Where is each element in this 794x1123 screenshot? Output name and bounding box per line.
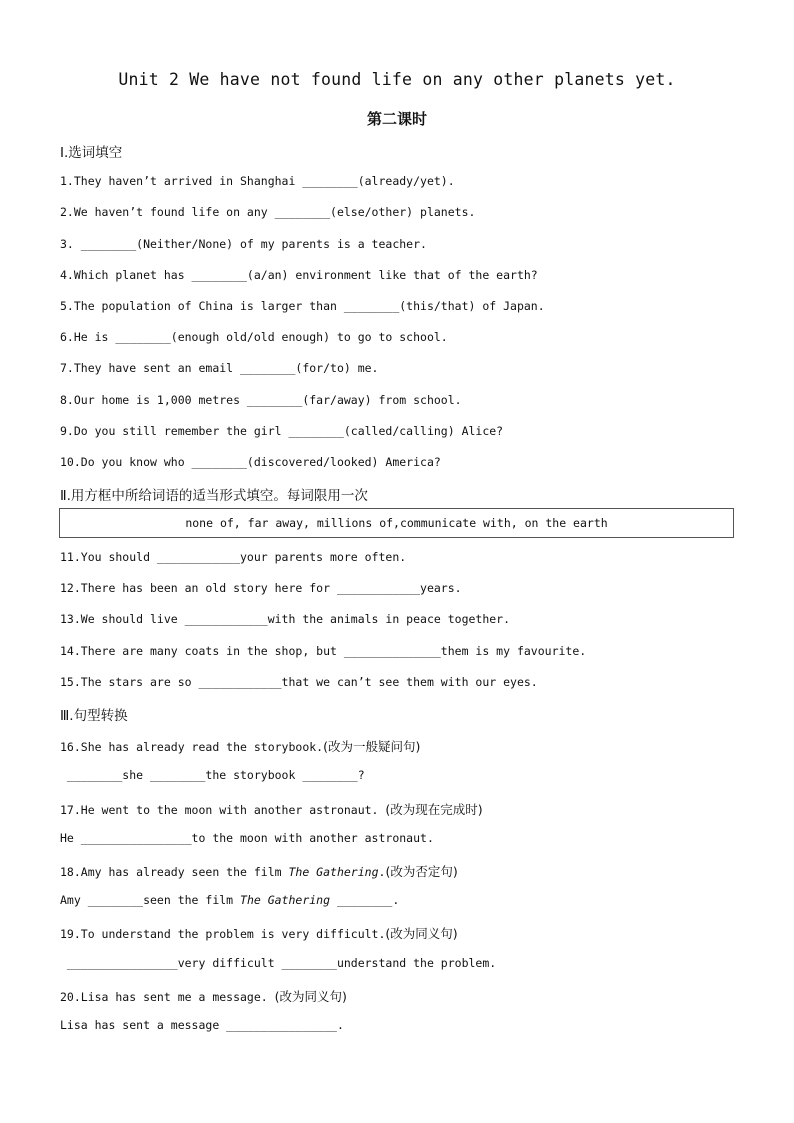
question-18-post: .: [378, 865, 386, 879]
question-18-pre: 18.Amy has already seen the film: [60, 865, 289, 879]
answer-18-pre: Amy ________seen the film: [60, 893, 241, 907]
answer-18-post: ________.: [330, 893, 400, 907]
question-5: 5.The population of China is larger than ________(this/that) of Japan.: [60, 299, 545, 313]
question-1: 1.They haven’t arrived in Shanghai ________(already/yet).: [60, 174, 455, 188]
question-16-text: 16.She has already read the storybook.: [60, 740, 324, 754]
question-16-note: (改为一般疑问句): [323, 739, 421, 754]
question-18-film: The Gathering: [288, 865, 379, 879]
word-box: [59, 508, 734, 538]
page-subtitle: 第二课时: [366, 110, 427, 128]
question-17: [60, 800, 483, 818]
section3-heading: Ⅲ.句型转换: [60, 708, 128, 724]
question-12: 12.There has been an old story here for ____________years.: [60, 581, 462, 595]
question-19-text: 19.To understand the problem is very difficult.: [60, 927, 386, 941]
question-16: [60, 737, 420, 755]
answer-17: He ________________to the moon with another astronaut.: [60, 831, 434, 845]
page-title: Unit 2 We have not found life on any other planets yet.: [118, 70, 676, 89]
answer-19: ________________very difficult ________understand the problem.: [60, 956, 497, 970]
question-2: 2.We haven’t found life on any ________(else/other) planets.: [60, 205, 476, 219]
question-4: 4.Which planet has ________(a/an) environment like that of the earth?: [60, 268, 538, 282]
question-17-text: 17.He went to the moon with another astronaut.: [60, 803, 386, 817]
question-18: [60, 862, 458, 880]
question-7: 7.They have sent an email ________(for/to) me.: [60, 361, 379, 375]
question-19: [60, 924, 458, 942]
question-17-note: (改为现在完成时): [385, 802, 483, 817]
question-13: 13.We should live ____________with the animals in peace together.: [60, 612, 511, 626]
answer-18: [60, 893, 399, 907]
question-8: 8.Our home is 1,000 metres ________(far/away) from school.: [60, 393, 462, 407]
section1-heading: Ⅰ.选词填空: [60, 145, 123, 161]
question-18-note: (改为否定句): [385, 864, 458, 879]
word-box-text: none of, far away, millions of,communicate with, on the earth: [185, 516, 608, 530]
question-6: 6.He is ________(enough old/old enough) to go to school.: [60, 330, 448, 344]
question-19-note: (改为同义句): [385, 926, 458, 941]
question-14: 14.There are many coats in the shop, but ______________them is my favourite.: [60, 644, 587, 658]
question-20-note: (改为同义句): [274, 989, 347, 1004]
answer-18-film: The Gathering: [240, 893, 331, 907]
question-9: 9.Do you still remember the girl ________(called/calling) Alice?: [60, 424, 504, 438]
question-11: 11.You should ____________your parents more often.: [60, 550, 407, 564]
answer-20: Lisa has sent a message ________________.: [60, 1018, 344, 1032]
question-20-text: 20.Lisa has sent me a message.: [60, 990, 275, 1004]
answer-16: ________she ________the storybook ________?: [60, 768, 365, 782]
question-10: 10.Do you know who ________(discovered/looked) America?: [60, 455, 441, 469]
question-3: 3. ________(Neither/None) of my parents is a teacher.: [60, 237, 427, 251]
question-15: 15.The stars are so ____________that we can’t see them with our eyes.: [60, 675, 538, 689]
section2-heading: Ⅱ.用方框中所给词语的适当形式填空。每词限用一次: [60, 488, 368, 504]
question-20: [60, 987, 347, 1005]
